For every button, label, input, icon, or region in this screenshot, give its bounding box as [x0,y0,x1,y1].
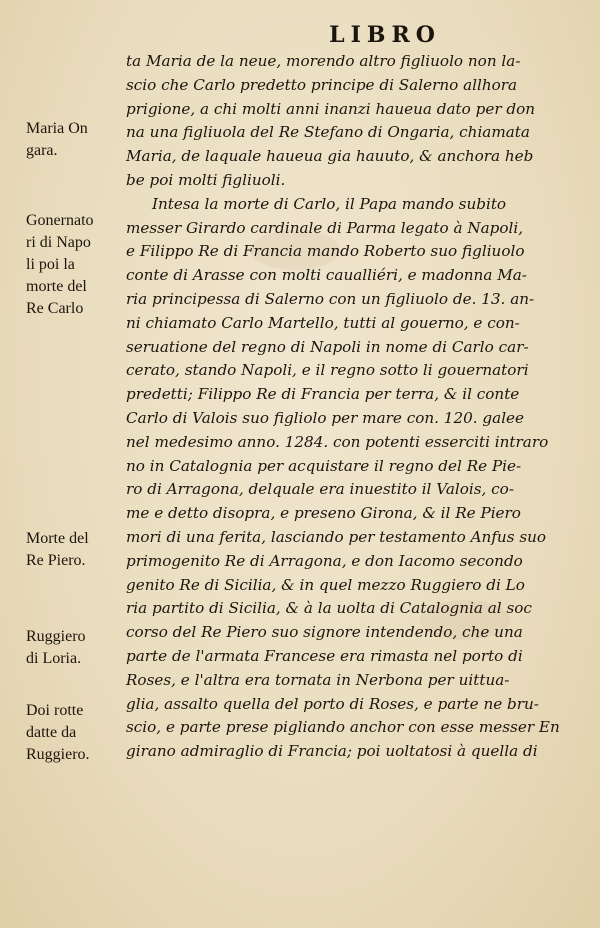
margin-note-line: ri di Napo [26,234,91,251]
text-line: seruatione del regno di Napoli in nome di Carlo car- [126,337,529,356]
margin-note-line: Ruggiero [26,628,86,645]
text-line: messer Girardo cardinale di Parma legato à Napoli, [126,218,524,237]
margin-note-line: Ruggiero. [26,746,90,763]
text-line: mori di una ferita, lasciando per testamento Anfus suo [126,527,547,546]
margin-note-governatori [26,210,130,320]
text-line: me e detto disopra, e preseno Girona, & il Re Piero [126,504,521,523]
text-line: corso del Re Piero suo signore intendendo, che una [126,623,523,642]
margin-note-maria [26,118,130,162]
text-line: be poi molti figliuoli. [126,170,286,189]
margin-note-ruggiero [26,626,130,670]
text-line: ria partito di Sicilia, & à la uolta di Catalognia al soc [126,599,532,618]
text-line: e Filippo Re di Francia mando Roberto suo figliuolo [126,242,525,261]
margin-note-line: gara. [26,142,58,159]
text-line: scio, e parte prese pigliando anchor con esse messer En [126,718,560,737]
text-line: ria principessa di Salerno con un figliuolo de. 13. an- [126,289,535,308]
running-head: LIBRO [329,22,441,48]
text-line: scio che Carlo predetto principe di Salerno allhora [126,75,518,94]
text-line: no in Catalognia per acquistare il regno del Re Pie- [126,456,522,475]
text-line: Carlo di Valois suo figliolo per mare con. 120. galee [126,408,525,427]
text-line: Intesa la morte di Carlo, il Papa mando subito [152,194,507,213]
body-text [126,50,566,764]
text-line: predetti; Filippo Re di Francia per terra, & il conte [126,385,520,404]
page-header [0,22,600,48]
text-line: prigione, a chi molti anni inanzi haueua dato per don [126,99,536,118]
margin-note-line: Morte del [26,530,89,547]
text-line: parte de l'armata Francese era rimasta nel porto di [126,646,523,665]
margin-note-line: Gonernato [26,212,94,229]
margin-note-line: Doi rotte [26,702,84,719]
margin-note-line: di Loria. [26,650,82,667]
text-line: genito Re di Sicilia, & in quel mezzo Ruggiero di Lo [126,575,525,594]
text-line: conte di Arasse con molti caualliéri, e madonna Ma- [126,266,527,285]
text-line: Maria, de laquale haueua gia hauuto, & anchora heb [126,147,534,166]
margin-note-line: datte da [26,724,77,741]
margin-note-line: Re Piero. [26,552,86,569]
margin-note-morte [26,528,130,572]
margin-note-line: Re Carlo [26,300,84,317]
text-line: glia, assalto quella del porto di Roses, e parte ne bru- [126,694,539,713]
margin-note-line: li poi la [26,256,75,273]
text-line: ro di Arragona, delquale era inuestito il Valois, co- [126,480,514,499]
text-line: girano admiraglio di Francia; poi uoltatosi à quella di [126,742,538,761]
margin-note-rotte [26,700,130,766]
text-line: primogenito Re di Arragona, e don Iacomo secondo [126,551,523,570]
margin-note-line: morte del [26,278,87,295]
text-line: ta Maria de la neue, morendo altro figliuolo non la- [126,52,521,70]
text-line: ni chiamato Carlo Martello, tutti al gouerno, e con- [126,313,520,332]
margin-note-line: Maria On [26,120,88,137]
text-line: cerato, stando Napoli, e il regno sotto li gouernatori [126,361,529,380]
text-line: na una figliuola del Re Stefano di Ongaria, chiamata [126,123,530,142]
text-line: Roses, e l'altra era tornata in Nerbona per uittua- [126,670,510,689]
text-line: nel medesimo anno. 1284. con potenti esserciti intraro [126,432,549,451]
